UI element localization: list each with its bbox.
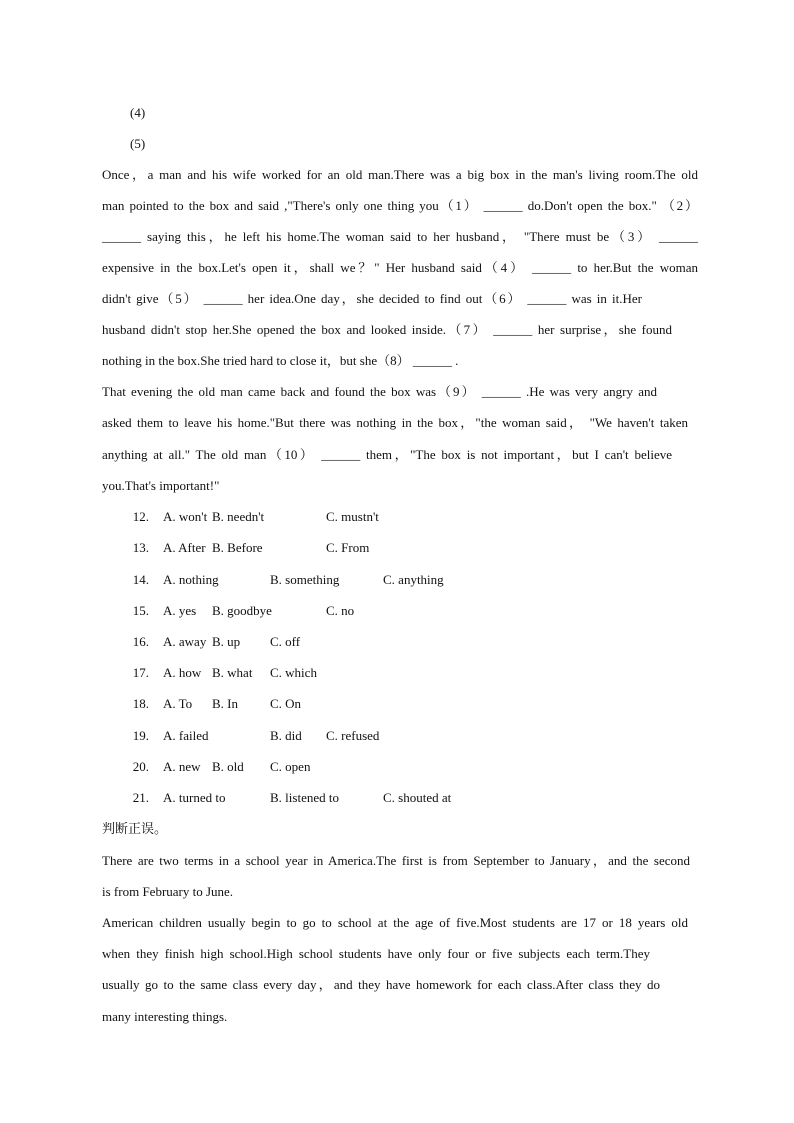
question-row [102, 632, 602, 652]
question-row [102, 757, 602, 777]
option-a[interactable]: A. how [163, 665, 202, 680]
option-a[interactable]: A. To [163, 696, 193, 711]
section-heading: 判断正误。 [102, 822, 168, 837]
passage-line: asked them to leave his home."But there was nothing in the box，"the woman said， "We haven't taken [102, 415, 688, 430]
option-b[interactable]: B. goodbye [212, 603, 272, 618]
passage2-line: many interesting things. [102, 1009, 228, 1024]
passage-line: expensive in the box.Let's open it，shall we？" Her husband said（4） ______ to her.But the woman [102, 260, 698, 275]
question-number: 19. [132, 728, 149, 743]
passage2-line: when they finish high school.High school students have only four or five subjects each term.They [102, 946, 650, 961]
question-number: 15. [132, 603, 149, 618]
option-c[interactable]: C. shouted at [383, 790, 452, 805]
passage-line: husband didn't stop her.She opened the box and looked inside.（7） ______ her surprise，she found [102, 322, 672, 337]
option-b[interactable]: B. old [212, 759, 244, 774]
question-row [102, 601, 602, 621]
option-c[interactable]: C. refused [326, 728, 380, 743]
option-a[interactable]: A. nothing [163, 572, 219, 587]
option-b[interactable]: B. Before [212, 540, 263, 555]
option-a[interactable]: A. new [163, 759, 201, 774]
option-c[interactable]: C. From [326, 540, 370, 555]
option-a[interactable]: A. yes [163, 603, 197, 618]
option-c[interactable]: C. On [270, 696, 302, 711]
question-number: 18. [132, 696, 149, 711]
option-b[interactable]: B. did [270, 728, 302, 743]
passage-line: didn't give（5） ______ her idea.One day，she decided to find out（6） ______ was in it.Her [102, 291, 642, 306]
question-number: 21. [132, 790, 149, 805]
option-c[interactable]: C. no [326, 603, 355, 618]
question-number: 13. [132, 540, 149, 555]
option-c[interactable]: C. anything [383, 572, 444, 587]
passage-line: ______ saying this，he left his home.The woman said to her husband， "There must be（3） ______ [102, 229, 698, 244]
passage2-line: is from February to June. [102, 884, 234, 899]
question-row [102, 663, 602, 683]
passage-line: anything at all." The old man（10） ______ them，"The box is not important，but I can't believe [102, 447, 672, 462]
option-b[interactable]: B. something [270, 572, 340, 587]
option-c[interactable]: C. mustn't [326, 509, 379, 524]
option-b[interactable]: B. up [212, 634, 241, 649]
option-b[interactable]: B. listened to [270, 790, 339, 805]
question-number: 16. [132, 634, 149, 649]
passage-line: That evening the old man came back and found the box was（9） ______ .He was very angry and [102, 384, 657, 399]
option-a[interactable]: A. turned to [163, 790, 226, 805]
question-row [102, 507, 602, 527]
question-number: 17. [132, 665, 149, 680]
option-a[interactable]: A. won't [163, 509, 208, 524]
option-c[interactable]: C. which [270, 665, 317, 680]
question-ref: (5) [130, 136, 146, 151]
passage2-line: American children usually begin to go to school at the age of five.Most students are 17 or 18 years old [102, 915, 688, 930]
passage-line: nothing in the box.She tried hard to close it，but she（8） ______ . [102, 353, 459, 368]
option-c[interactable]: C. open [270, 759, 311, 774]
question-number: 12. [132, 509, 149, 524]
option-c[interactable]: C. off [270, 634, 301, 649]
question-row [102, 788, 602, 808]
question-row [102, 538, 602, 558]
question-row [102, 726, 602, 746]
question-ref: (4) [130, 105, 146, 120]
passage-line: you.That's important!" [102, 478, 220, 493]
option-a[interactable]: A. After [163, 540, 206, 555]
question-row [102, 570, 602, 590]
passage-line: man pointed to the box and said ,"There's only one thing you（1） ______ do.Don't open the box." （2） [102, 198, 698, 213]
passage2-line: There are two terms in a school year in America.The first is from September to January，and the second [102, 853, 690, 868]
passage2-line: usually go to the same class every day，and they have homework for each class.After class they do [102, 977, 660, 992]
option-a[interactable]: A. failed [163, 728, 209, 743]
passage-line: Once，a man and his wife worked for an old man.There was a big box in the man's living room.The old [102, 167, 698, 182]
question-row [102, 694, 602, 714]
question-number: 14. [132, 572, 149, 587]
question-number: 20. [132, 759, 149, 774]
option-a[interactable]: A. away [163, 634, 207, 649]
option-b[interactable]: B. needn't [212, 509, 265, 524]
option-b[interactable]: B. what [212, 665, 253, 680]
option-b[interactable]: B. In [212, 696, 238, 711]
